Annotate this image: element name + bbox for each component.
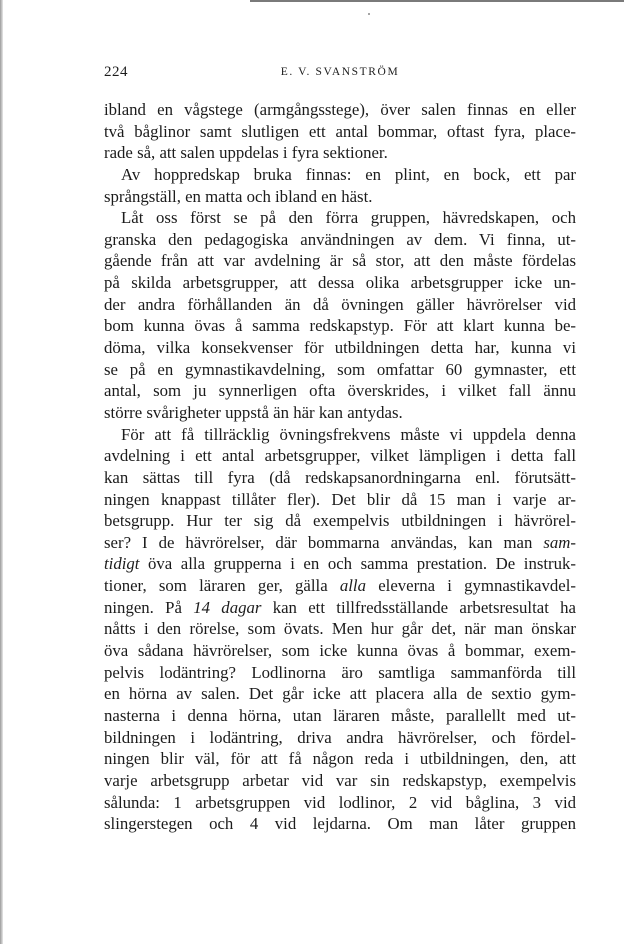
page-header — [104, 64, 576, 86]
text-line: nasterna i denna hörna, utan läraren måste, parallellt med ut- — [104, 705, 576, 725]
body-text — [104, 99, 576, 835]
text-line: gående från att var avdelning är så stor, att den måste fördelas — [104, 251, 576, 271]
text-line: varje arbetsgrupp arbetar vid var sin redskapstyp, exempelvis — [104, 770, 576, 790]
text-line: antal, som ju synnerligen ofta överskrides, i vilket fall ännu — [104, 381, 576, 401]
text-line: avdelning i ett antal arbetsgrupper, vilket lämpligen i detta fall — [104, 446, 576, 466]
text-line-with-italic — [104, 575, 576, 597]
line-segment: kan ett tillfredsställande arbetsresultat ha — [272, 597, 576, 617]
paper-speck — [368, 13, 370, 15]
text-line: ningen blir väl, för att få någon reda i utbildningen, den, att — [104, 749, 576, 769]
text-line: sålunda: 1 arbetsgruppen vid lodlinor, 2 vid båglina, 3 vid — [104, 792, 576, 812]
page-edge-shadow — [0, 0, 3, 944]
text-line: pelvis lodäntring? Lodlinorna äro samtliga sammanförda till — [104, 662, 576, 682]
text-line: se på en gymnastikavdelning, som omfattar 60 gymnaster, ett — [104, 359, 576, 379]
line-segment: ningen. På — [104, 597, 182, 617]
emphasis-14-dagar: 14 dagar — [193, 597, 262, 617]
top-border-line — [250, 0, 624, 2]
emphasis-alla: alla — [339, 576, 366, 596]
text-line: döma, vilka konsekvenser för utbildningen detta har, kunna vi — [104, 338, 576, 358]
text-line: betsgrupp. Hur ter sig då exempelvis utbildningen i hävrörel- — [104, 511, 576, 531]
line-segment: tioner, som läraren ger, gälla — [104, 576, 328, 596]
text-line: på skilda arbetsgrupper, att dessa olika arbetsgrupper icke un- — [104, 273, 576, 293]
text-line: kan sättas till fyra (då redskapsanordningarna enl. förutsätt- — [104, 467, 576, 487]
text-line: granska den pedagogiska användningen av dem. Vi finna, ut- — [104, 229, 576, 249]
text-line: ningen knappast tillåter fler). Det blir då 15 man i varje ar- — [104, 489, 576, 509]
paragraph-start-line: Av hoppredskap bruka finnas: en plint, en bock, ett par — [121, 164, 576, 184]
line-segment: eleverna i gymnastikavdel- — [378, 576, 576, 596]
text-line: der andra förhållanden än då övningen gäller hävrörelser vid — [104, 294, 576, 314]
text-line: en hörna av salen. Det går icke att placera alla de sextio gym- — [104, 684, 576, 704]
text-line: bildningen i lodäntring, driva andra hävrörelser, och fördel- — [104, 727, 576, 747]
text-line: bom kunna övas å samma redskapstyp. För att klart kunna be- — [104, 316, 576, 336]
page-number: 224 — [104, 64, 128, 80]
text-line: öva sådana hävrörelser, som icke kunna övas å bommar, exem- — [104, 641, 576, 661]
text-line: två båglinor samt slutligen ett antal bommar, oftast fyra, place- — [104, 121, 576, 141]
paragraph-start-line: För att få tillräcklig övningsfrekvens måste vi uppdela denna — [121, 424, 576, 444]
text-line-with-italic — [104, 553, 576, 575]
text-line: slingerstegen och 4 vid lejdarna. Om man låter gruppen — [104, 814, 576, 834]
text-line: ibland en vågstege (armgångsstege), över salen finnas en eller — [104, 100, 576, 119]
line-segment: öva alla grupperna i en och samma prestation. De instruk- — [148, 554, 577, 574]
emphasis-tidigt: tidigt — [104, 554, 140, 574]
text-line-with-italic — [104, 597, 576, 619]
text-line: språngställ, en matta och ibland en häst. — [104, 186, 373, 206]
paragraph-start-line: Låt oss först se på den förra gruppen, hävredskapen, och — [121, 208, 576, 228]
running-head-author: E. V. SVANSTRÖM — [280, 66, 400, 78]
text-line-with-italic — [104, 532, 576, 554]
text-line: nåtts i den rörelse, som övats. Men hur går det, när man önskar — [104, 619, 576, 639]
text-line: rade så, att salen uppdelas i fyra sektioner. — [104, 143, 388, 163]
line-segment: ser? I de hävrörelser, där bommarna användas, kan man — [104, 532, 533, 552]
text-line: större svårigheter uppstå än här kan antydas. — [104, 402, 403, 422]
emphasis-sam: sam- — [543, 532, 576, 552]
